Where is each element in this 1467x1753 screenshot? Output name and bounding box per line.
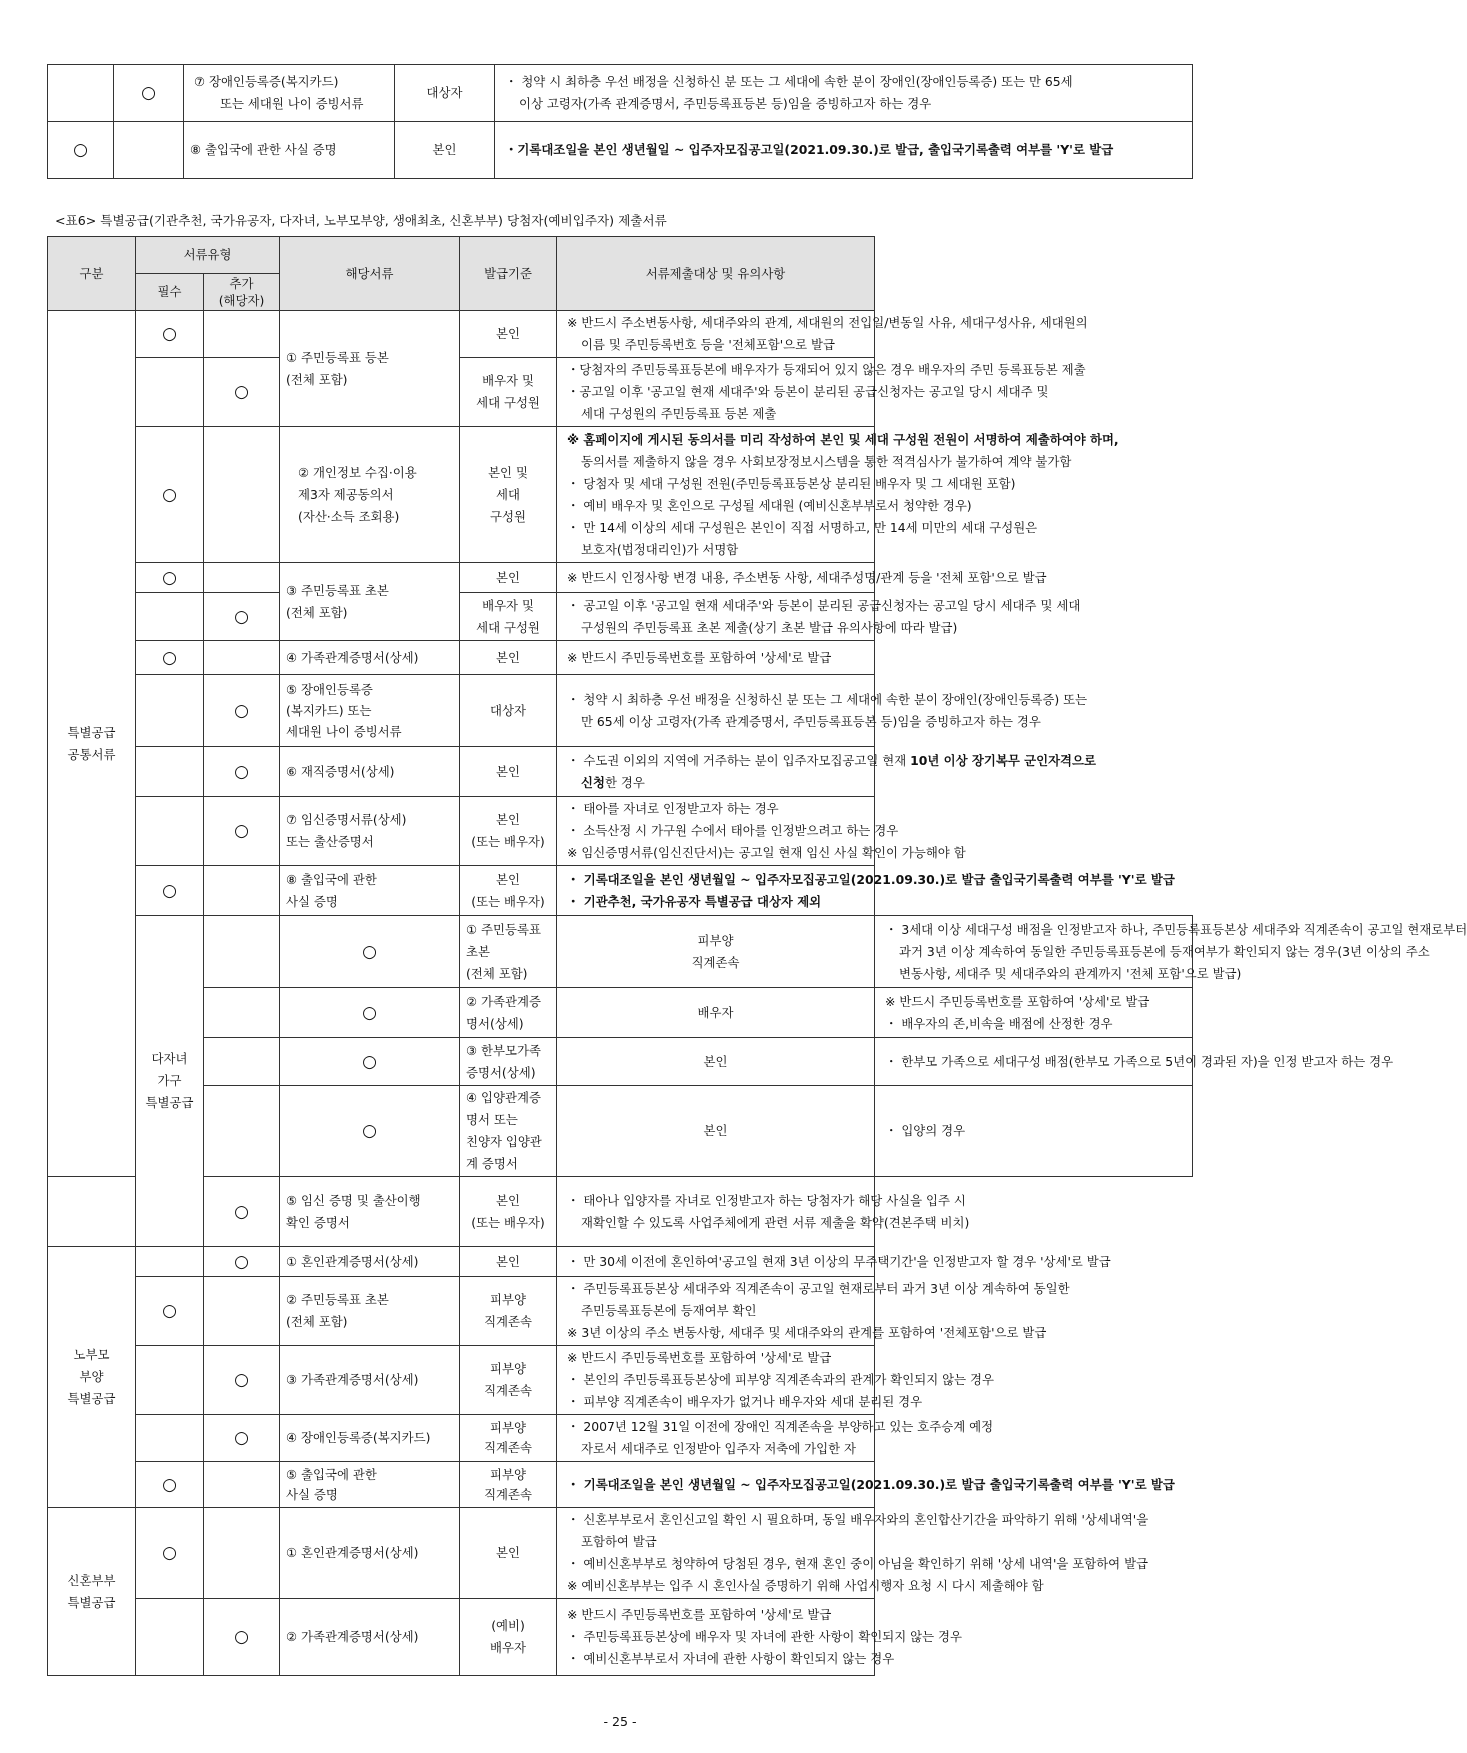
table-row xyxy=(48,122,1193,179)
required-mark: ○ xyxy=(136,1277,204,1346)
additional-cell xyxy=(204,1462,280,1508)
document-cell: ④ 입양관계증명서 또는 친양자 입양관계 증명서 xyxy=(460,1086,557,1177)
document-cell: ② 주민등록표 초본 (전체 포함) xyxy=(280,1277,460,1346)
document-cell: ① 주민등록표 초본 (전체 포함) xyxy=(460,916,557,988)
basis-cell: 본인 xyxy=(557,1038,875,1086)
additional-cell xyxy=(204,311,280,358)
additional-cell xyxy=(204,1508,280,1599)
document-cell: ② 가족관계증명서(상세) xyxy=(280,1599,460,1676)
top-continuation-table xyxy=(47,64,1193,179)
required-cell xyxy=(204,916,280,988)
notes-cell: ※ 반드시 주민등록번호를 포함하여 '상세'로 발급 ・ 본인의 주민등록표등본상에 피부양 직계존속과의 관계가 확인되지 않는 경우 ・ 피부양 직계존속이 배우자가 없거나 배우자와 세대 분리된 경우 xyxy=(557,1346,875,1415)
additional-mark: ○ xyxy=(280,916,460,988)
basis-cell: 본인 xyxy=(395,122,495,179)
table-row xyxy=(48,1462,1193,1508)
required-cell xyxy=(136,1247,204,1277)
page-number: - 25 - xyxy=(603,1714,637,1729)
additional-mark: ○ xyxy=(114,65,184,122)
basis-cell: 본인 xyxy=(460,1508,557,1599)
document-cell: ⑤ 임신 증명 및 출산이행 확인 증명서 xyxy=(280,1177,460,1247)
required-cell xyxy=(136,1346,204,1415)
table-row xyxy=(48,1599,1193,1676)
table-row xyxy=(48,1038,1193,1086)
table-row xyxy=(48,427,1193,563)
basis-cell: 본인 xyxy=(460,641,557,675)
table-row xyxy=(48,797,1193,866)
basis-cell: 대상자 xyxy=(395,65,495,122)
additional-cell xyxy=(114,122,184,179)
document-cell: ④ 가족관계증명서(상세) xyxy=(280,641,460,675)
header-additional: 추가 (해당자) xyxy=(204,274,280,311)
basis-cell: 본인 xyxy=(460,563,557,593)
table-row xyxy=(48,1415,1193,1462)
basis-cell: 피부양 직계존속 xyxy=(460,1277,557,1346)
required-cell xyxy=(136,358,204,427)
document-cell: ② 가족관계증명서(상세) xyxy=(460,988,557,1038)
additional-mark: ○ xyxy=(204,1415,280,1462)
table-row xyxy=(48,747,1193,797)
required-cell xyxy=(136,675,204,747)
additional-mark: ○ xyxy=(204,1247,280,1277)
notes-cell: ・ 기록대조일을 본인 생년월일 ~ 입주자모집공고일(2021.09.30.)로 발급 출입국기록출력 여부를 'Y'로 발급 ・ 기관추천, 국가유공자 특별공급 대상자 제외 xyxy=(557,866,875,916)
table-row xyxy=(48,1508,1193,1599)
additional-mark: ○ xyxy=(280,1038,460,1086)
notes-cell: ※ 홈페이지에 게시된 동의서를 미리 작성하여 본인 및 세대 구성원 전원이 서명하여 제출하여야 하며, 동의서를 제출하지 않을 경우 사회보장정보시스템을 통한 적격심사가 불가하여 계약 불가함 ・ 당첨자 및 세대 구성원 전원(주민등록표등본상 분리된 배우자 및 그 세대원 포함) ・ 예비 배우자 및 혼인으로 구성될 세대원 (예비신혼부부로서 청약한 경우) ・ 만 14세 이상의 세대 구성원은 본인이 직접 서명하고, 만 14세 미만의 세대 구성원은 보호자(법정대리인)가 서명함 xyxy=(557,427,875,563)
section-newlywed: 신혼부부 특별공급 xyxy=(48,1508,136,1676)
header-required: 필수 xyxy=(136,274,204,311)
basis-cell: 배우자 및 세대 구성원 xyxy=(460,593,557,641)
required-mark: ○ xyxy=(48,122,114,179)
notes-cell: ・ 수도권 이외의 지역에 거주하는 분이 입주자모집공고일 현재 10년 이상 장기복무 군인자격으로 신청한 경우 xyxy=(557,747,875,797)
document-cell: ③ 한부모가족증명서(상세) xyxy=(460,1038,557,1086)
document-cell: ② 개인정보 수집·이용 제3자 제공동의서 (자산·소득 조회용) xyxy=(280,427,460,563)
required-mark: ○ xyxy=(136,1462,204,1508)
notes-cell: ・ 청약 시 최하층 우선 배정을 신청하신 분 또는 그 세대에 속한 분이 장애인(장애인등록증) 또는 만 65세 이상 고령자(가족 관계증명서, 주민등록표등본 등)임을 증빙하고자 하는 경우 xyxy=(557,675,875,747)
required-cell xyxy=(136,593,204,641)
required-cell xyxy=(136,1599,204,1676)
additional-mark: ○ xyxy=(204,797,280,866)
notes-cell: ※ 반드시 주민등록번호를 포함하여 '상세'로 발급 ・ 배우자의 존,비속을 배점에 산정한 경우 xyxy=(875,988,1193,1038)
required-mark: ○ xyxy=(136,311,204,358)
additional-mark: ○ xyxy=(204,593,280,641)
basis-cell: 본인 및 세대 구성원 xyxy=(460,427,557,563)
header-doc-type: 서류유형 xyxy=(136,237,280,274)
notes-cell: ・ 주민등록표등본상 세대주와 직계존속이 공고일 현재로부터 과거 3년 이상 계속하여 동일한 주민등록표등본에 등재여부 확인 ※ 3년 이상의 주소 변동사항, 세대주 및 세대주와의 관계를 포함하여 '전체포함'으로 발급 xyxy=(557,1277,875,1346)
additional-mark: ○ xyxy=(280,988,460,1038)
document-cell: ⑥ 재직증명서(상세) xyxy=(280,747,460,797)
table-row xyxy=(48,65,1193,122)
document-cell: ① 혼인관계증명서(상세) xyxy=(280,1247,460,1277)
additional-mark: ○ xyxy=(204,747,280,797)
document-cell: ⑧ 출입국에 관한 사실 증명 xyxy=(280,866,460,916)
notes-cell: ・당첨자의 주민등록표등본에 배우자가 등재되어 있지 않은 경우 배우자의 주민 등록표등본 제출 ・공고일 이후 '공고일 현재 세대주'와 등본이 분리된 공급신청자는 공고일 당시 세대주 및 세대 구성원의 주민등록표 등본 제출 xyxy=(557,358,875,427)
table-row xyxy=(48,358,1193,427)
header-basis: 발급기준 xyxy=(460,237,557,311)
section-common: 특별공급 공통서류 xyxy=(48,311,136,1177)
notes-cell: ・ 만 30세 이전에 혼인하여'공고일 현재 3년 이상의 무주택기간'을 인정받고자 할 경우 '상세'로 발급 xyxy=(557,1247,875,1277)
basis-cell: 피부양 직계존속 xyxy=(460,1415,557,1462)
required-cell xyxy=(204,988,280,1038)
table-row xyxy=(48,1277,1193,1346)
notes-cell: ・ 공고일 이후 '공고일 현재 세대주'와 등본이 분리된 공급신청자는 공고일 당시 세대주 및 세대 구성원의 주민등록표 초본 제출(상기 초본 발급 유의사항에 따라 발급) xyxy=(557,593,875,641)
required-mark: ○ xyxy=(136,1508,204,1599)
table-row xyxy=(48,1346,1193,1415)
additional-cell xyxy=(204,866,280,916)
required-cell xyxy=(204,1086,280,1177)
header-document: 해당서류 xyxy=(280,237,460,311)
table-row xyxy=(48,641,1193,675)
notes-cell: ・ 청약 시 최하층 우선 배정을 신청하신 분 또는 그 세대에 속한 분이 장애인(장애인등록증) 또는 만 65세 이상 고령자(가족 관계증명서, 주민등록표등본 등)임을 증빙하고자 하는 경우 xyxy=(495,65,1193,122)
table-caption: <표6> 특별공급(기관추천, 국가유공자, 다자녀, 노부모부양, 생애최초, 신혼부부) 당첨자(예비입주자) 제출서류 xyxy=(55,213,667,228)
additional-cell xyxy=(204,427,280,563)
table-row xyxy=(48,866,1193,916)
additional-mark: ○ xyxy=(204,1177,280,1247)
notes-cell: ※ 반드시 주소변동사항, 세대주와의 관계, 세대원의 전입일/변동일 사유, 세대구성사유, 세대원의 이름 및 주민등록번호 등을 '전체포함'으로 발급 xyxy=(557,311,875,358)
basis-cell: 본인 (또는 배우자) xyxy=(460,797,557,866)
notes-cell: ・ 한부모 가족으로 세대구성 배점(한부모 가족으로 5년이 경과된 자)을 인정 받고자 하는 경우 xyxy=(875,1038,1193,1086)
required-cell xyxy=(48,65,114,122)
document-cell: ① 주민등록표 등본 (전체 포함) xyxy=(280,311,460,427)
notes-cell: ・ 입양의 경우 xyxy=(875,1086,1193,1177)
required-mark: ○ xyxy=(136,641,204,675)
basis-cell: 본인 xyxy=(460,1247,557,1277)
additional-mark: ○ xyxy=(204,358,280,427)
document-cell: ⑤ 출입국에 관한 사실 증명 xyxy=(280,1462,460,1508)
table-row xyxy=(48,1086,1193,1177)
section-multi-child: 다자녀 가구 특별공급 xyxy=(136,916,204,1247)
table-row xyxy=(48,593,1193,641)
document-cell: ④ 장애인등록증(복지카드) xyxy=(280,1415,460,1462)
section-elderly-support: 노부모 부양 특별공급 xyxy=(48,1247,136,1508)
table-row xyxy=(48,311,1193,358)
document-cell: ① 혼인관계증명서(상세) xyxy=(280,1508,460,1599)
header-row xyxy=(48,237,1193,274)
table-row xyxy=(48,916,1193,988)
additional-mark: ○ xyxy=(204,675,280,747)
submission-documents-table xyxy=(47,236,1467,1676)
basis-cell: 본인 (또는 배우자) xyxy=(460,866,557,916)
table-row xyxy=(48,563,1193,593)
notes-cell: ・ 기록대조일을 본인 생년월일 ~ 입주자모집공고일(2021.09.30.)로 발급 출입국기록출력 여부를 'Y'로 발급 xyxy=(557,1462,875,1508)
table-row xyxy=(48,988,1193,1038)
additional-cell xyxy=(204,1277,280,1346)
required-cell xyxy=(136,797,204,866)
header-notes: 서류제출대상 및 유의사항 xyxy=(557,237,875,311)
additional-mark: ○ xyxy=(280,1086,460,1177)
required-cell xyxy=(48,1177,136,1247)
required-mark: ○ xyxy=(136,427,204,563)
additional-cell xyxy=(204,641,280,675)
document-cell: ⑧ 출입국에 관한 사실 증명 xyxy=(184,122,395,179)
document-cell: ③ 주민등록표 초본 (전체 포함) xyxy=(280,563,460,641)
notes-cell: ※ 반드시 주민등록번호를 포함하여 '상세'로 발급 xyxy=(557,641,875,675)
basis-cell: 본인 (또는 배우자) xyxy=(460,1177,557,1247)
notes-cell: ・ 태아나 입양자를 자녀로 인정받고자 하는 당첨자가 해당 사실을 입주 시 재확인할 수 있도록 사업주체에게 관련 서류 제출을 확약(견본주택 비치) xyxy=(557,1177,875,1247)
basis-cell: (예비) 배우자 xyxy=(460,1599,557,1676)
required-mark: ○ xyxy=(136,563,204,593)
document-cell: ③ 가족관계증명서(상세) xyxy=(280,1346,460,1415)
required-cell xyxy=(204,1038,280,1086)
basis-cell: 피부양 직계존속 xyxy=(460,1462,557,1508)
basis-cell: 본인 xyxy=(460,311,557,358)
notes-cell: ・ 3세대 이상 세대구성 배점을 인정받고자 하나, 주민등록표등본상 세대주와 직계존속이 공고일 현재로부터 과거 3년 이상 계속하여 동일한 주민등록표등본에 등재여부가 확인되지 않는 경우(3년 이상의 주소 변동사항, 세대주 및 세대주와의 관계까지 '전체 포함'으로 발급) xyxy=(875,916,1193,988)
basis-cell: 배우자 및 세대 구성원 xyxy=(460,358,557,427)
basis-cell: 본인 xyxy=(557,1086,875,1177)
table-row xyxy=(48,1247,1193,1277)
additional-mark: ○ xyxy=(204,1599,280,1676)
notes-cell: ・ 2007년 12월 31일 이전에 장애인 직계존속을 부양하고 있는 호주승계 예정 자로서 세대주로 인정받아 입주자 저축에 가입한 자 xyxy=(557,1415,875,1462)
additional-cell xyxy=(204,563,280,593)
additional-mark: ○ xyxy=(204,1346,280,1415)
document-cell: ⑦ 장애인등록증(복지카드) 또는 세대원 나이 증빙서류 xyxy=(184,65,395,122)
required-cell xyxy=(136,1415,204,1462)
table-row xyxy=(48,675,1193,747)
document-cell: ⑤ 장애인등록증 (복지카드) 또는 세대원 나이 증빙서류 xyxy=(280,675,460,747)
required-mark: ○ xyxy=(136,866,204,916)
basis-cell: 피부양 직계존속 xyxy=(460,1346,557,1415)
notes-cell: ・기록대조일을 본인 생년월일 ~ 입주자모집공고일(2021.09.30.)로 발급, 출입국기록출력 여부를 'Y'로 발급 xyxy=(495,122,1193,179)
basis-cell: 대상자 xyxy=(460,675,557,747)
required-cell xyxy=(136,747,204,797)
basis-cell: 피부양 직계존속 xyxy=(557,916,875,988)
notes-cell: ・ 신혼부부로서 혼인신고일 확인 시 필요하며, 동일 배우자와의 혼인합산기간을 파악하기 위해 '상세내역'을 포함하여 발급 ・ 예비신혼부부로 청약하여 당첨된 경우, 현재 혼인 중이 아님을 확인하기 위해 '상세 내역'을 포함하여 발급 ※ 예비신혼부부는 입주 시 혼인사실 증명하기 위해 사업시행자 요청 시 다시 제출해야 함 xyxy=(557,1508,875,1599)
notes-cell: ※ 반드시 인정사항 변경 내용, 주소변동 사항, 세대주성명/관계 등을 '전체 포함'으로 발급 xyxy=(557,563,875,593)
header-division: 구분 xyxy=(48,237,136,311)
table-row xyxy=(48,1177,1193,1247)
notes-cell: ・ 태아를 자녀로 인정받고자 하는 경우 ・ 소득산정 시 가구원 수에서 태아를 인정받으려고 하는 경우 ※ 임신증명서류(임신진단서)는 공고일 현재 임신 사실 확인이 가능해야 함 xyxy=(557,797,875,866)
basis-cell: 배우자 xyxy=(557,988,875,1038)
basis-cell: 본인 xyxy=(460,747,557,797)
notes-cell: ※ 반드시 주민등록번호를 포함하여 '상세'로 발급 ・ 주민등록표등본상에 배우자 및 자녀에 관한 사항이 확인되지 않는 경우 ・ 예비신혼부부로서 자녀에 관한 사항이 확인되지 않는 경우 xyxy=(557,1599,875,1676)
document-cell: ⑦ 임신증명서류(상세) 또는 출산증명서 xyxy=(280,797,460,866)
